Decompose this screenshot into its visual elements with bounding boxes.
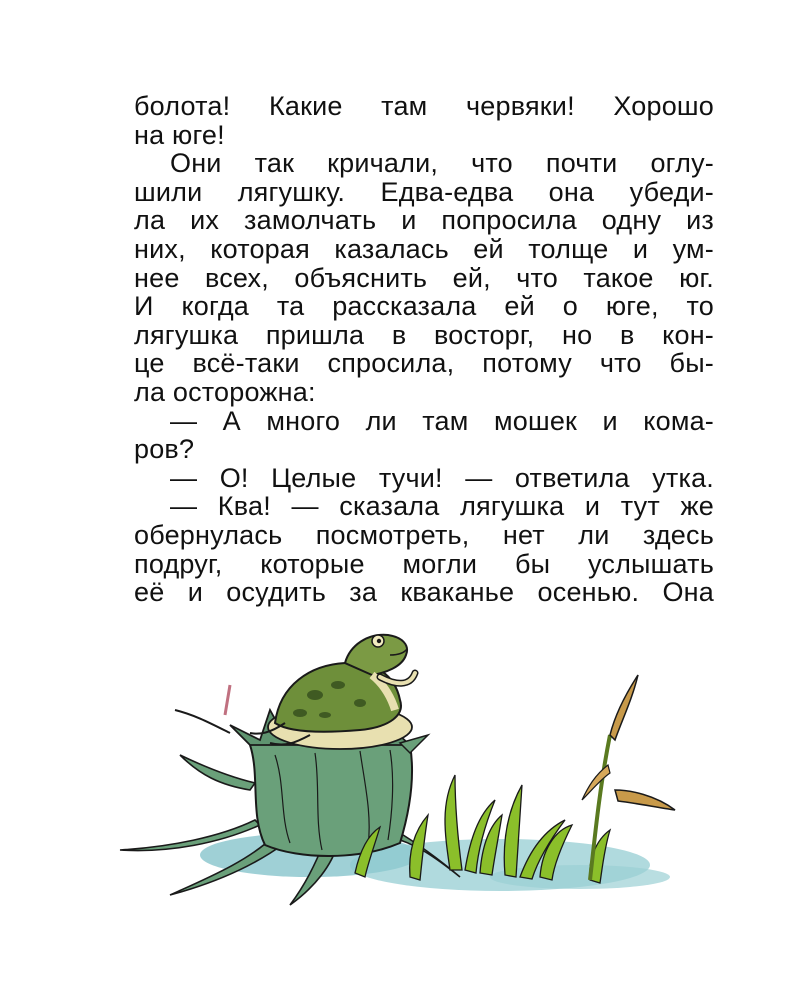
text-line: на юге! — [134, 119, 225, 150]
text-line: И когда та рассказала ей о юге, то — [134, 291, 714, 322]
frog — [250, 635, 415, 749]
text-line: — Ква! — сказала лягушка и тут же — [170, 491, 714, 522]
text-line: болота! Какие там червяки! Хорошо — [134, 91, 714, 121]
text-line: её и осудить за кваканье осенью. Она — [134, 577, 714, 608]
page-text — [134, 92, 714, 607]
text-line: — А много ли там мошек и кома- — [170, 405, 714, 436]
text-line: подруг, которые могли бы услышать — [134, 548, 714, 579]
text-line: обернулась посмотреть, нет ли здесь — [134, 519, 714, 550]
text-line: — О! Целые тучи! — ответила утка. — [170, 462, 714, 493]
text-line: ла их замолчать и попросила одну из — [134, 205, 714, 236]
text-line: шили лягушку. Едва-едва она убеди- — [134, 176, 714, 207]
text-line: лягушка пришла в восторг, но в кон- — [134, 319, 714, 350]
text-line: ла осторожна: — [134, 376, 316, 407]
text-line: нее всех, объяснить ей, что такое юг. — [134, 262, 714, 293]
text-line: них, которая казалась ей толще и ум- — [134, 233, 714, 264]
frog-illustration — [110, 615, 710, 915]
text-line: Они так кричали, что почти оглу- — [170, 148, 714, 179]
text-line: ров? — [134, 434, 195, 465]
text-line: це всё-таки спросила, потому что бы- — [134, 348, 714, 379]
